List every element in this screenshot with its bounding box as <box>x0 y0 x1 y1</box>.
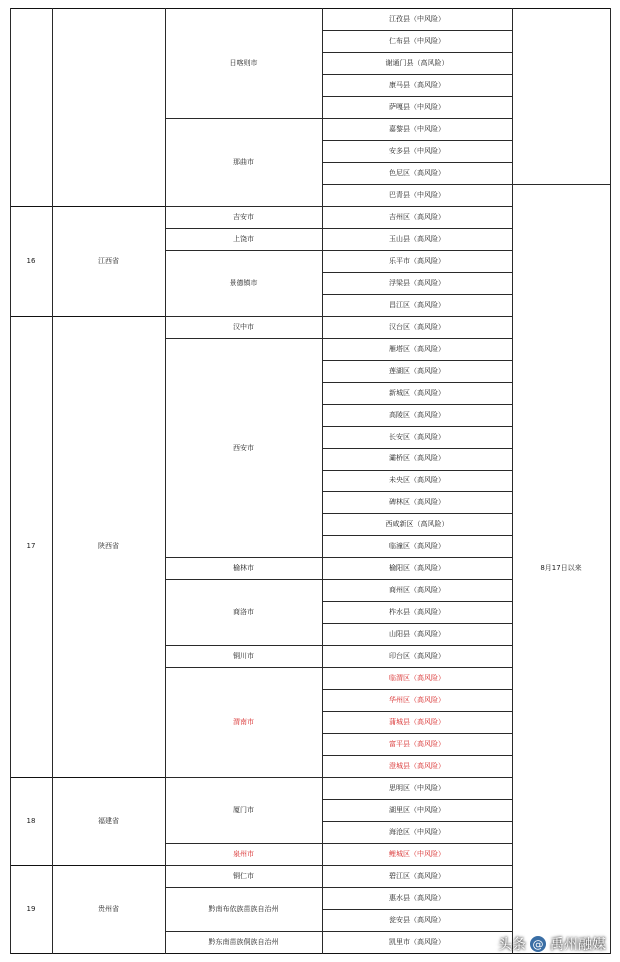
district-name: 碑林区（高风险） <box>389 498 445 507</box>
district-name: 海沧区（中风险） <box>389 828 445 837</box>
district-name: 玉山县（高风险） <box>389 234 445 243</box>
district-name: 灞桥区（高风险） <box>389 454 445 463</box>
group-number: 19 <box>26 905 36 913</box>
district-name: 浮梁县（高风险） <box>389 278 445 287</box>
city-name: 黔东南苗族侗族自治州 <box>208 937 279 946</box>
city-name: 上饶市 <box>233 234 254 243</box>
district-name: 华州区（高风险） <box>389 696 445 705</box>
group-number: 17 <box>26 542 36 551</box>
city-name: 汉中市 <box>233 322 254 331</box>
watermark <box>498 934 606 954</box>
district-name: 思明区（中风险） <box>389 784 445 793</box>
district-name: 昌江区（高风险） <box>389 300 445 309</box>
district-name: 汉台区（高风险） <box>389 322 445 331</box>
district-name: 高陵区（高风险） <box>389 410 445 419</box>
district-name: 色尼区（高风险） <box>389 168 445 177</box>
district-name: 凯里市（高风险） <box>389 937 445 946</box>
district-name: 巴青县（中风险） <box>389 190 445 199</box>
city-name: 商洛市 <box>233 608 254 617</box>
table-top-border <box>10 8 611 9</box>
city-name: 泉州市 <box>233 850 254 859</box>
district-name: 西咸新区（高风险） <box>385 520 449 529</box>
district-name: 湖里区（中风险） <box>389 806 445 815</box>
district-name: 嘉黎县（中风险） <box>389 124 445 133</box>
city-name: 铜川市 <box>233 652 254 661</box>
district-name: 惠水县（高风险） <box>389 894 445 903</box>
district-name: 安多县（中风险） <box>389 146 445 155</box>
watermark-prefix: 头条 <box>498 937 526 953</box>
date-note: 8月17日以来 <box>540 564 582 573</box>
district-name: 莲湖区（高风险） <box>389 366 445 375</box>
group-number: 18 <box>26 817 36 826</box>
city-name: 那曲市 <box>233 157 254 166</box>
district-name: 长安区（高风险） <box>389 432 445 441</box>
district-name: 临渭区（高风险） <box>389 674 445 683</box>
column-border-2 <box>165 8 166 954</box>
district-name: 鲤城区（中风险） <box>389 850 445 859</box>
district-name: 仁布县（中风险） <box>389 36 445 45</box>
watermark-name: 禹州融媒 <box>550 937 606 953</box>
district-name: 蒲城县（高风险） <box>389 718 445 727</box>
district-name: 吉州区（高风险） <box>389 212 445 221</box>
at-icon: @ <box>530 936 546 952</box>
province-name: 陕西省 <box>98 542 119 551</box>
district-name: 碧江区（高风险） <box>389 872 445 881</box>
district-name: 澄城县（高风险） <box>389 762 445 771</box>
city-name: 厦门市 <box>233 806 254 815</box>
column-border-3 <box>322 8 323 954</box>
group-number <box>10 8 52 206</box>
city-name: 榆林市 <box>233 564 254 573</box>
district-name: 江孜县（中风险） <box>389 14 445 23</box>
city-name: 吉安市 <box>233 212 254 221</box>
district-name: 商州区（高风险） <box>389 586 445 595</box>
province-name <box>52 8 165 206</box>
district-name: 临潼区（高风险） <box>389 542 445 551</box>
city-name: 铜仁市 <box>233 872 254 881</box>
district-name: 瓮安县（高风险） <box>389 915 445 924</box>
district-name: 未央区（高风险） <box>389 476 445 485</box>
column-border-0 <box>10 8 11 954</box>
district-name: 柞水县（高风险） <box>389 608 445 617</box>
city-name: 渭南市 <box>233 718 254 727</box>
district-name: 乐平市（高风险） <box>389 256 445 265</box>
column-border-1 <box>52 8 53 954</box>
district-name: 印台区（高风险） <box>389 652 445 661</box>
city-name: 景德镇市 <box>229 278 258 287</box>
district-name: 新城区（高风险） <box>389 388 445 397</box>
district-name: 康马县（高风险） <box>389 80 445 89</box>
province-name: 贵州省 <box>98 905 119 913</box>
province-name: 福建省 <box>98 817 119 826</box>
column-border-5 <box>610 8 611 954</box>
column-border-4 <box>512 8 513 954</box>
province-name: 江西省 <box>98 256 119 265</box>
district-name: 萨嘎县（中风险） <box>389 102 445 111</box>
city-name: 西安市 <box>233 443 254 452</box>
city-name: 黔南布依族苗族自治州 <box>208 905 279 914</box>
district-name: 山阳县（高风险） <box>389 630 445 639</box>
district-name: 富平县（高风险） <box>389 740 445 749</box>
group-number: 16 <box>26 256 36 265</box>
district-name: 谢通门县（高风险） <box>385 58 449 67</box>
city-name: 日喀则市 <box>229 58 258 67</box>
district-name: 雁塔区（高风险） <box>389 344 445 353</box>
district-name: 榆阳区（高风险） <box>389 564 445 573</box>
